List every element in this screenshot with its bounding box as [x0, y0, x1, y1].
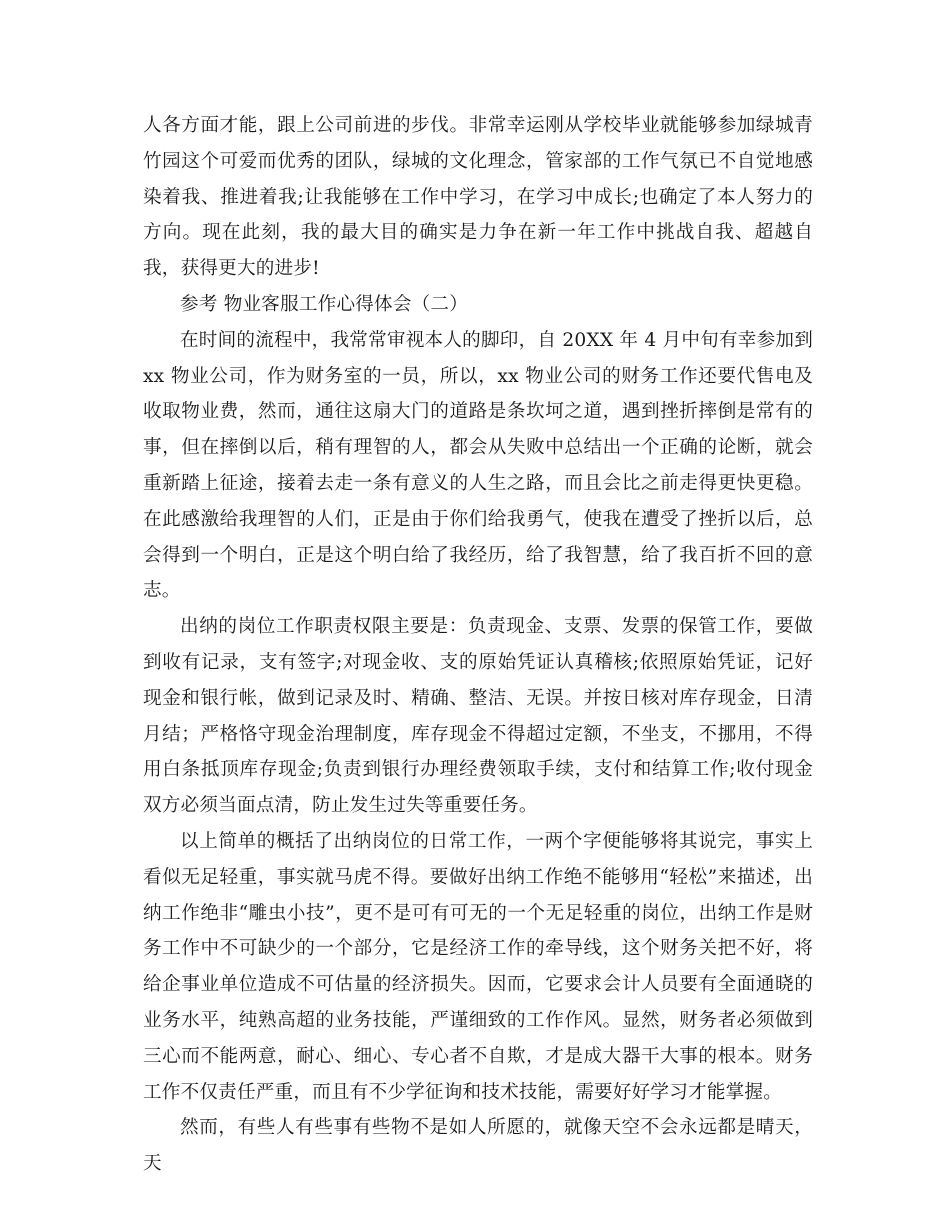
paragraph-continuation: 人各方面才能，跟上公司前进的步伐。非常幸运刚从学校毕业就能够参加绿城青竹园这个可爱而优秀的团队，绿城的文化理念，管家部的工作气氛已不自觉地感染着我、推进着我;让我能够在工作中学习，在学习中成长;也确定了本人努力的方向。现在此刻，我的最大目的确实是力争在新一年工作中挑战自我、超越自我，获得更大的进步! — [143, 115, 813, 280]
paragraph: 出纳的岗位工作职责权限主要是：负责现金、支票、发票的保管工作，要做到收有记录，支有签字;对现金收、支的原始凭证认真稽核;依照原始凭证，记好现金和银行帐，做到记录及时、精确、整洁、无误。并按日核对库存现金，日清月结；严格恪守现金治理制度，库存现金不得超过定额，不坐支，不挪用，不得用白条抵顶库存现金;负责到银行办理经费领取手续，支付和结算工作;收付现金双方必须当面点清，防止发生过失等重要任务。 — [143, 616, 813, 817]
document-body — [143, 108, 813, 1182]
section-heading: 参考 物业客服工作心得体会（二） — [180, 293, 469, 315]
paragraph: 在时间的流程中，我常常审视本人的脚印，自 20XX 年 4 月中旬有幸参加到 xx 物业公司，作为财务室的一员，所以，xx 物业公司的财务工作还要代售电及收取物业费，然而，通往这扇大门的道路是条坎坷之道，遇到挫折摔倒是常有的事，但在摔倒以后，稍有理智的人，都会从失败中总结出一个正确的论断，就会重新踏上征途，接着去走一条有意义的人生之路，而且会比之前走得更快更稳。在此感激给我理智的人们，正是由于你们给我勇气，使我在遭受了挫折以后，总会得到一个明白，正是这个明白给了我经历，给了我智慧，给了我百折不回的意志。 — [143, 329, 813, 602]
paragraph: 以上简单的概括了出纳岗位的日常工作，一两个字便能够将其说完，事实上看似无足轻重，事实就马虎不得。要做好出纳工作绝不能够用“轻松”来描述，出纳工作绝非“雕虫小技”，更不是可有可无的一个无足轻重的岗位，出纳工作是财务工作中不可缺少的一个部分，它是经济工作的牵导线，这个财务关把不好，将给企事业单位造成不可估量的经济损失。因而，它要求会计人员要有全面通晓的业务水平，纯熟高超的业务技能，严谨细致的工作作风。显然，财务者必须做到三心而不能两意，耐心、细心、专心者不自欺，才是成大器干大事的根本。财务工作不仅责任严重，而且有不少学征询和技术技能，需要好好学习才能掌握。 — [143, 830, 813, 1103]
paragraph: 然而，有些人有些事有些物不是如人所愿的，就像天空不会永远都是晴天，天 — [143, 1117, 813, 1175]
